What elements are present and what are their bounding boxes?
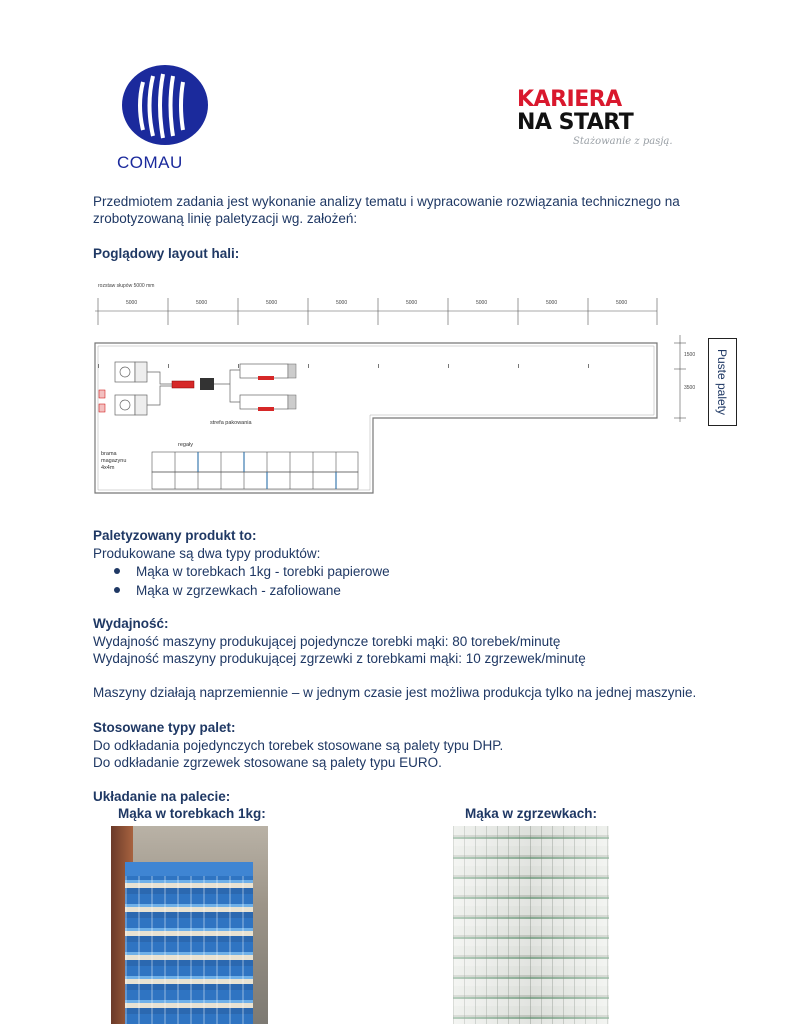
comau-wordmark: COMAU (117, 153, 183, 172)
efficiency-heading: Wydajność: (93, 616, 169, 631)
cabinet-icon (99, 404, 105, 412)
intro-line-2: zrobotyzowaną linię paletyzacji wg. założeń: (93, 211, 358, 226)
na-start-wordmark: NA START (517, 110, 634, 135)
intro-line-1: Przedmiotem zadania jest wykonanie analizy tematu i wypracowanie rozwiązania technicznego na (93, 194, 680, 209)
shelves-label: regały (178, 442, 193, 448)
product-text: Produkowane są dwa typy produktów: (93, 546, 321, 561)
side-dimension-top: 1500 (684, 352, 696, 358)
shelves-rack (152, 452, 358, 489)
gate-label: magazynu (101, 458, 127, 464)
list-item: Mąka w zgrzewkach - zafoliowane (110, 581, 510, 600)
hall-layout-diagram (90, 280, 740, 500)
robot-icon (200, 378, 214, 390)
dimension-label: 5000 (476, 300, 488, 306)
product-heading: Paletyzowany produkt to: (93, 528, 257, 543)
stacking-heading: Układanie na palecie: (93, 789, 231, 804)
pallets-line-1: Do odkładania pojedynczych torebek stosowane są palety typu DHP. (93, 738, 504, 753)
hall-outline (95, 343, 657, 493)
right-caption: Mąka w zgrzewkach: (465, 806, 598, 821)
wrapping-station-bottom (240, 395, 296, 411)
product-list (110, 562, 510, 600)
packing-zone-label: strefa pakowania (210, 420, 252, 426)
wrapping-station-top (240, 364, 296, 380)
pallets-line-2: Do odkładanie zgrzewek stosowane są palety typu EURO. (93, 755, 442, 770)
dimension-label: 5000 (616, 300, 628, 306)
gate-label: brama (101, 451, 117, 457)
dimension-label: 5000 (196, 300, 208, 306)
kariera-wordmark: KARIERA (517, 87, 622, 112)
efficiency-line-1: Wydajność maszyny produkującej pojedyncze torebki mąki: 80 torebek/minutę (93, 634, 561, 649)
pallets-heading: Stosowane typy palet: (93, 720, 236, 735)
efficiency-line-2: Wydajność maszyny produkującej zgrzewki z torebkami mąki: 10 zgrzewek/minutę (93, 651, 586, 666)
packing-machine-top (115, 362, 147, 382)
flour-packs-photo (453, 826, 609, 1024)
empty-pallets-box (708, 338, 737, 426)
column-spacing-label: rozstaw słupów 5000 mm (98, 283, 155, 289)
comau-logo (113, 60, 213, 178)
side-dimension-bottom: 3500 (684, 385, 696, 391)
dimension-label: 5000 (546, 300, 558, 306)
gate-label: 4x4m (101, 465, 115, 471)
left-caption: Mąka w torebkach 1kg: (118, 806, 266, 821)
dimension-label: 5000 (126, 300, 138, 306)
dimension-label: 5000 (406, 300, 418, 306)
empty-pallets-label: Puste palety (715, 348, 729, 416)
efficiency-note: Maszyny działają naprzemiennie – w jednym czasie jest możliwa produkcja tylko na jednej maszynie. (93, 685, 697, 700)
layout-heading: Poglądowy layout hali: (93, 246, 240, 261)
intro-paragraph (93, 193, 733, 227)
kariera-tagline: Stażowanie z pasją. (573, 136, 673, 147)
flour-bags-photo (111, 826, 268, 1024)
conveyor-icon (172, 381, 194, 388)
packing-machine-bottom (115, 395, 147, 415)
kariera-logo (517, 88, 697, 154)
list-item: Mąka w torebkach 1kg - torebki papierowe (110, 562, 510, 581)
dimension-label: 5000 (266, 300, 278, 306)
dimension-label: 5000 (336, 300, 348, 306)
cabinet-icon (99, 390, 105, 398)
